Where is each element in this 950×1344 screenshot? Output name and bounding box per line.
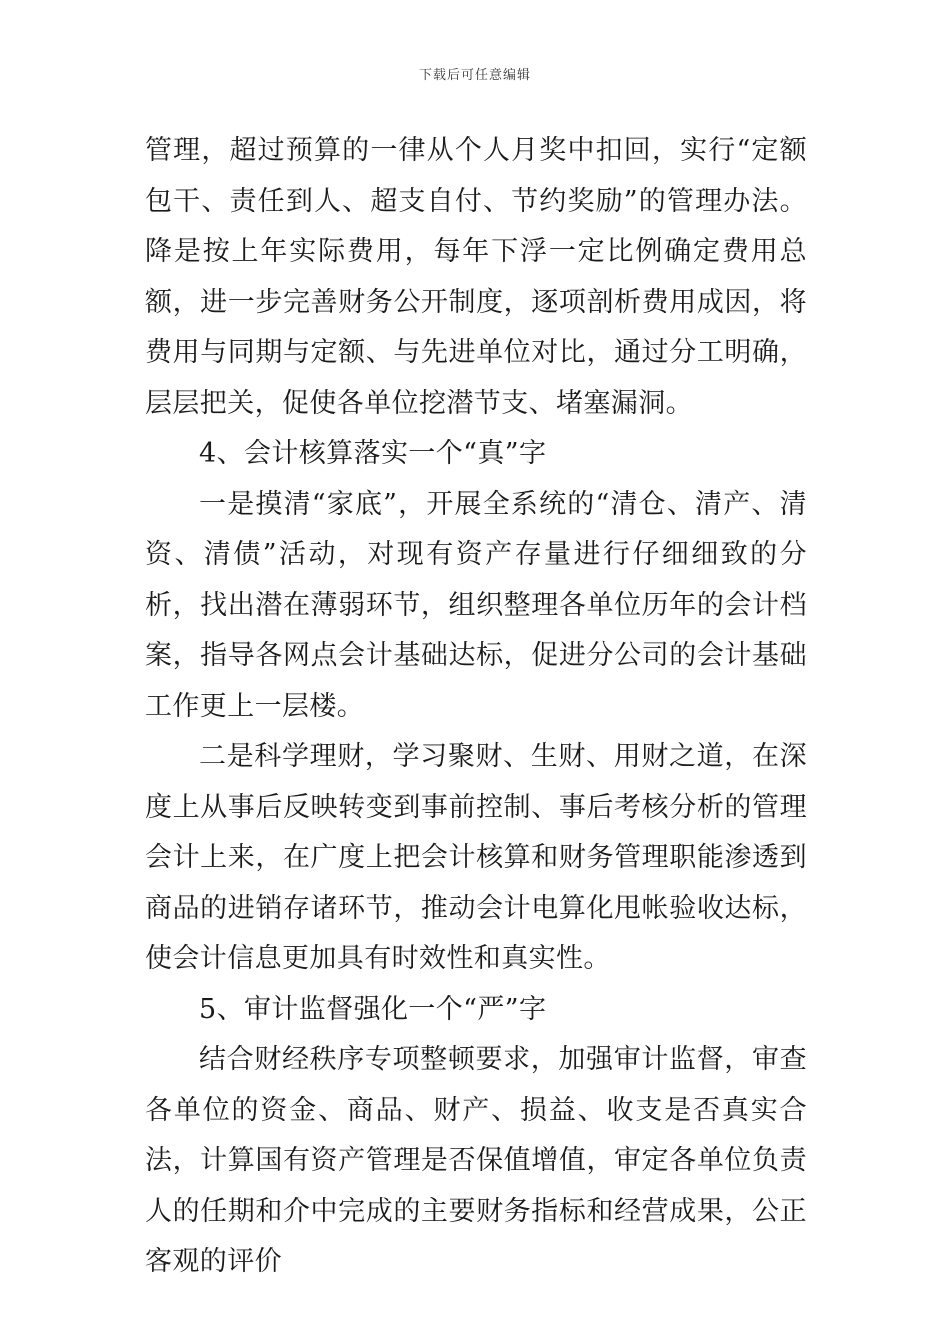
document-body — [145, 126, 807, 1288]
paragraph-budget-management: 管理，超过预算的一律从个人月奖中扣回，实行“定额包干、责任到人、超支自付、节约奖励”的管理办法。降是按上年实际费用，每年下浮一定比例确定费用总额，进一步完善财务公开制度，逐项剖析费用成因，将费用与同期与定额、与先进单位对比，通过分工明确，层层把关，促使各单位挖潜节支、堵塞漏洞。 — [145, 135, 807, 419]
paragraph-assets-inventory: 一是摸清“家底”，开展全系统的“清仓、清产、清资、清债”活动，对现有资产存量进行仔细细致的分析，找出潜在薄弱环节，组织整理各单位历年的会计档案，指导各网点会计基础达标，促进分公司的会计基础工作更上一层楼。 — [145, 488, 807, 722]
section-heading-accounting: 4、会计核算落实一个“真”字 — [199, 438, 547, 469]
header-note: 下载后可任意编辑 — [418, 68, 531, 83]
paragraph-audit-supervision: 结合财经秩序专项整顿要求，加强审计监督，审查各单位的资金、商品、财产、损益、收支是否真实合法，计算国有资产管理是否保值增值，审定各单位负责人的任期和介中完成的主要财务指标和经营成果，公正客观的评价 — [145, 1044, 807, 1277]
paragraph-financial-management: 二是科学理财，学习聚财、生财、用财之道，在深度上从事后反映转变到事前控制、事后考核分析的管理会计上来，在广度上把会计核算和财务管理职能渗透到商品的进销存诸环节，推动会计电算化甩帐验收达标，使会计信息更加具有时效性和真实性。 — [145, 741, 807, 974]
section-heading-audit: 5、审计监督强化一个“严”字 — [199, 993, 547, 1025]
